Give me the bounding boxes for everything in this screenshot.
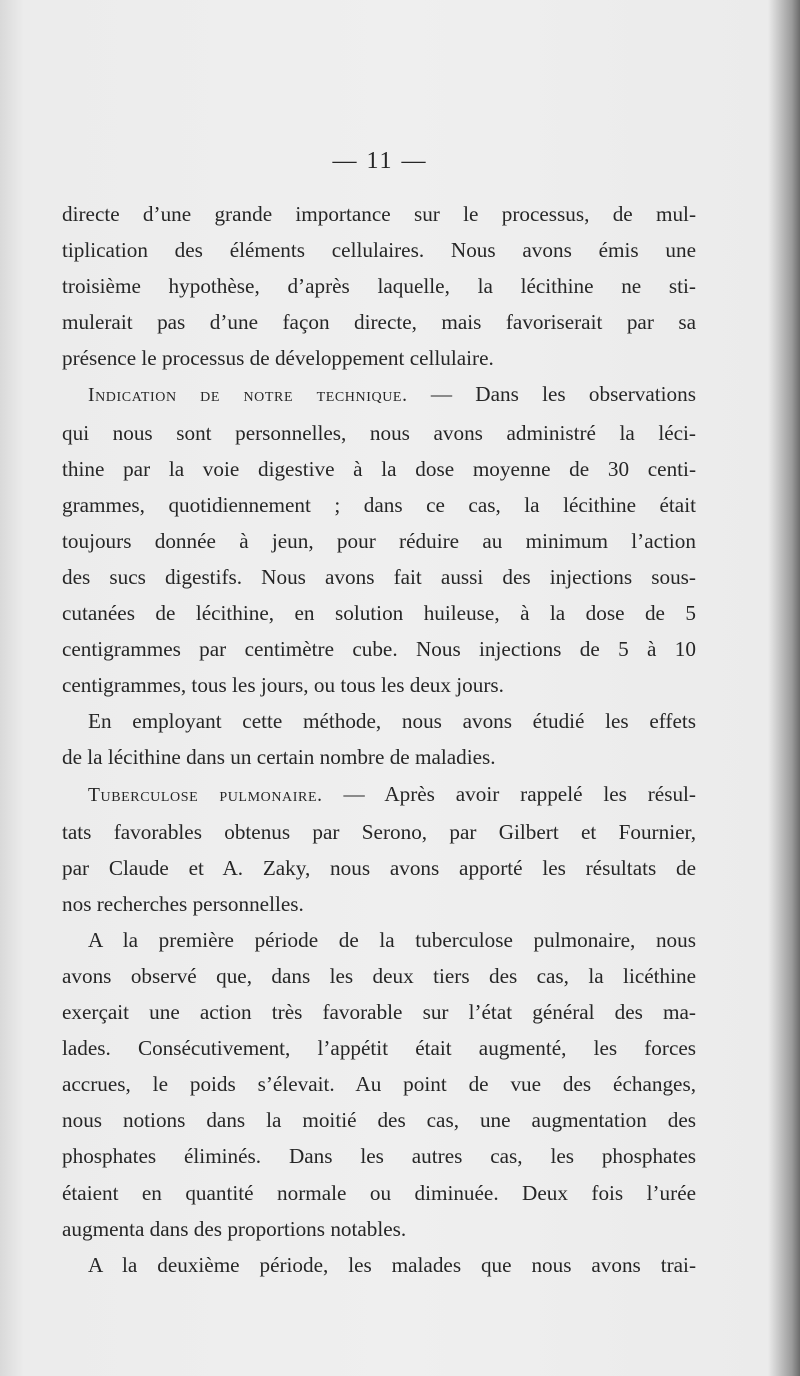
text-line: par Claude et A. Zaky, nous avons apporté les résultats de xyxy=(62,855,696,880)
text-line: présence le processus de développement cellulaire. xyxy=(62,346,494,371)
text-fragment: — Dans les observations xyxy=(407,382,696,407)
text-line: En employant cette méthode, nous avons étudié les effets xyxy=(88,709,696,734)
section-heading-technique: Indication de notre technique. xyxy=(88,385,408,407)
text-line-with-heading xyxy=(62,376,696,414)
text-line: centigrammes par centimètre cube. Nous injections de 5 à 10 xyxy=(62,637,696,662)
text-line: avons observé que, dans les deux tiers des cas, la licéthine xyxy=(62,963,696,988)
text-line: directe d’une grande importance sur le processus, de mul- xyxy=(62,202,696,226)
text-line: A la première période de la tuberculose pulmonaire, nous xyxy=(88,927,696,952)
text-line: augmenta dans des proportions notables. xyxy=(62,1216,407,1241)
text-line: exerçait une action très favorable sur l’état général des ma- xyxy=(62,1000,696,1025)
paragraph-tuberculose xyxy=(62,776,696,922)
paragraph-3 xyxy=(62,703,696,775)
paragraph-6 xyxy=(62,1247,696,1283)
section-heading-tuberculose: Tuberculose pulmonaire. xyxy=(88,784,323,806)
paragraph-1 xyxy=(62,196,696,376)
text-line: grammes, quotidiennement ; dans ce cas, la lécithine était xyxy=(62,492,696,517)
text-line: troisième hypothèse, d’après laquelle, la lécithine ne sti- xyxy=(62,274,696,299)
text-line: accrues, le poids s’élevait. Au point de vue des échanges, xyxy=(62,1072,696,1097)
text-line: toujours donnée à jeun, pour réduire au minimum l’action xyxy=(62,528,696,553)
text-fragment: — Après avoir rappelé les résul- xyxy=(322,781,696,806)
page-number: — 11 — xyxy=(332,148,428,174)
text-line: thine par la voie digestive à la dose moyenne de 30 centi- xyxy=(62,456,696,481)
text-line: qui nous sont personnelles, nous avons administré la léci- xyxy=(62,420,696,445)
text-line: A la deuxième période, les malades que nous avons trai- xyxy=(88,1252,696,1277)
text-line: nos recherches personnelles. xyxy=(62,891,304,916)
paragraph-5 xyxy=(62,922,696,1247)
paragraph-technique xyxy=(62,376,696,703)
text-line: tats favorables obtenus par Serono, par Gilbert et Fournier, xyxy=(62,819,696,844)
body-text xyxy=(62,196,696,1283)
text-line: étaient en quantité normale ou diminuée. Deux fois l’urée xyxy=(62,1180,696,1205)
text-line: cutanées de lécithine, en solution huileuse, à la dose de 5 xyxy=(62,601,696,626)
text-line: centigrammes, tous les jours, ou tous les deux jours. xyxy=(62,673,504,698)
text-line: tiplication des éléments cellulaires. Nous avons émis une xyxy=(62,238,696,263)
text-line: des sucs digestifs. Nous avons fait aussi des injections sous- xyxy=(62,564,696,589)
text-line: de la lécithine dans un certain nombre de maladies. xyxy=(62,745,496,770)
text-line: mulerait pas d’une façon directe, mais favoriserait par sa xyxy=(62,310,696,335)
text-line: phosphates éliminés. Dans les autres cas, les phosphates xyxy=(62,1144,696,1169)
text-line: lades. Consécutivement, l’appétit était augmenté, les forces xyxy=(62,1036,696,1061)
text-line: nous notions dans la moitié des cas, une augmentation des xyxy=(62,1108,696,1133)
text-line-with-heading xyxy=(62,776,696,814)
